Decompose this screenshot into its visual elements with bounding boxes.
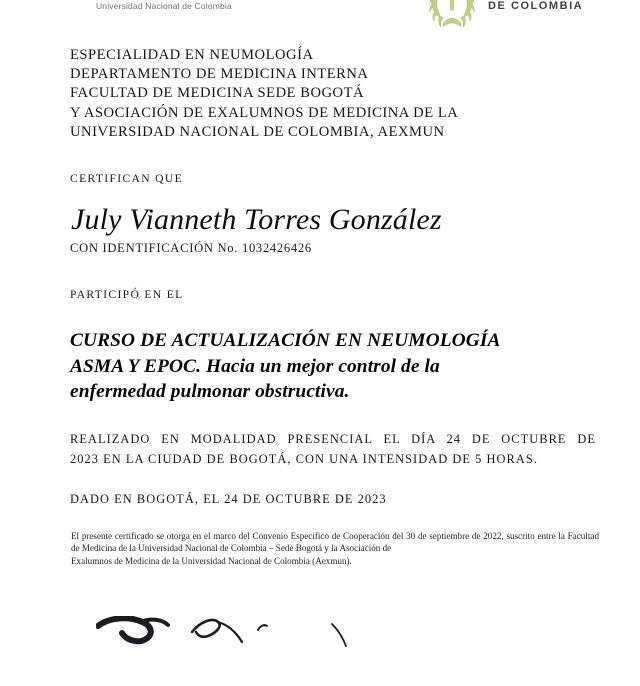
university-crest-icon	[424, 0, 480, 30]
handwritten-signature-icon	[96, 616, 396, 686]
certify-label: CERTIFICAN QUE	[70, 172, 183, 185]
course-title-line-3: enfermedad pulmonar obstructiva.	[70, 381, 350, 403]
event-details-line-2: 2023 EN LA CIUDAD DE BOGOTÁ, CON UNA INTENSIDAD DE 5 HORAS.	[70, 451, 538, 466]
organization-line-5: UNIVERSIDAD NACIONAL DE COLOMBIA, AEXMUN	[70, 123, 445, 140]
course-title-line-2: ASMA Y EPOC. Hacia un mejor control de la	[70, 355, 440, 377]
footnote-line-2: suscrito entre la Facultad de Medicina de la Universidad Nacional de Colombia – Sede Bogotá y la Asociación de	[71, 531, 599, 554]
footnote-line-1: El presente certificado se otorga en el marco del Convenio Específico de Cooperación del 30 de septiembre de 2022,	[71, 531, 504, 541]
participation-label: PARTICIPÓ EN EL	[70, 288, 184, 301]
recipient-name: July Vianneth Torres González	[71, 203, 442, 236]
organization-line-1: ESPECIALIDAD EN NEUMOLOGÍA	[70, 47, 314, 63]
issue-place-and-date: DADO EN BOGOTÁ, EL 24 DE OCTUBRE DE 2023	[70, 492, 387, 506]
university-wordmark-right: DE COLOMBIA	[488, 0, 584, 12]
certificate-header	[0, 0, 640, 34]
event-details-line-1: REALIZADO EN MODALIDAD PRESENCIAL EL DÍA 24 DE OCTUBRE DE	[70, 432, 596, 446]
organization-line-4: Y ASOCIACIÓN DE EXALUMNOS DE MEDICINA DE LA	[70, 104, 459, 121]
university-logo-right	[424, 0, 640, 34]
issuing-organization-block	[70, 46, 590, 142]
recipient-identification: CON IDENTIFICACIÓN No. 1032426426	[70, 241, 312, 255]
event-details-block	[70, 430, 596, 469]
legal-footnote	[71, 530, 599, 567]
organization-line-3: FACULTAD DE MEDICINA SEDE BOGOTÁ	[70, 85, 365, 102]
course-title-block	[70, 328, 600, 405]
university-wordmark-left: Universidad Nacional de Colombia	[96, 1, 232, 11]
course-title-line-1: CURSO DE ACTUALIZACIÓN EN NEUMOLOGÍA	[70, 330, 501, 351]
organization-line-2: DEPARTAMENTO DE MEDICINA INTERNA	[70, 66, 369, 83]
footnote-line-3: Exalumnos de Medicina de la Universidad Nacional de Colombia (Aexmun).	[71, 555, 352, 566]
signature-area	[96, 616, 396, 686]
